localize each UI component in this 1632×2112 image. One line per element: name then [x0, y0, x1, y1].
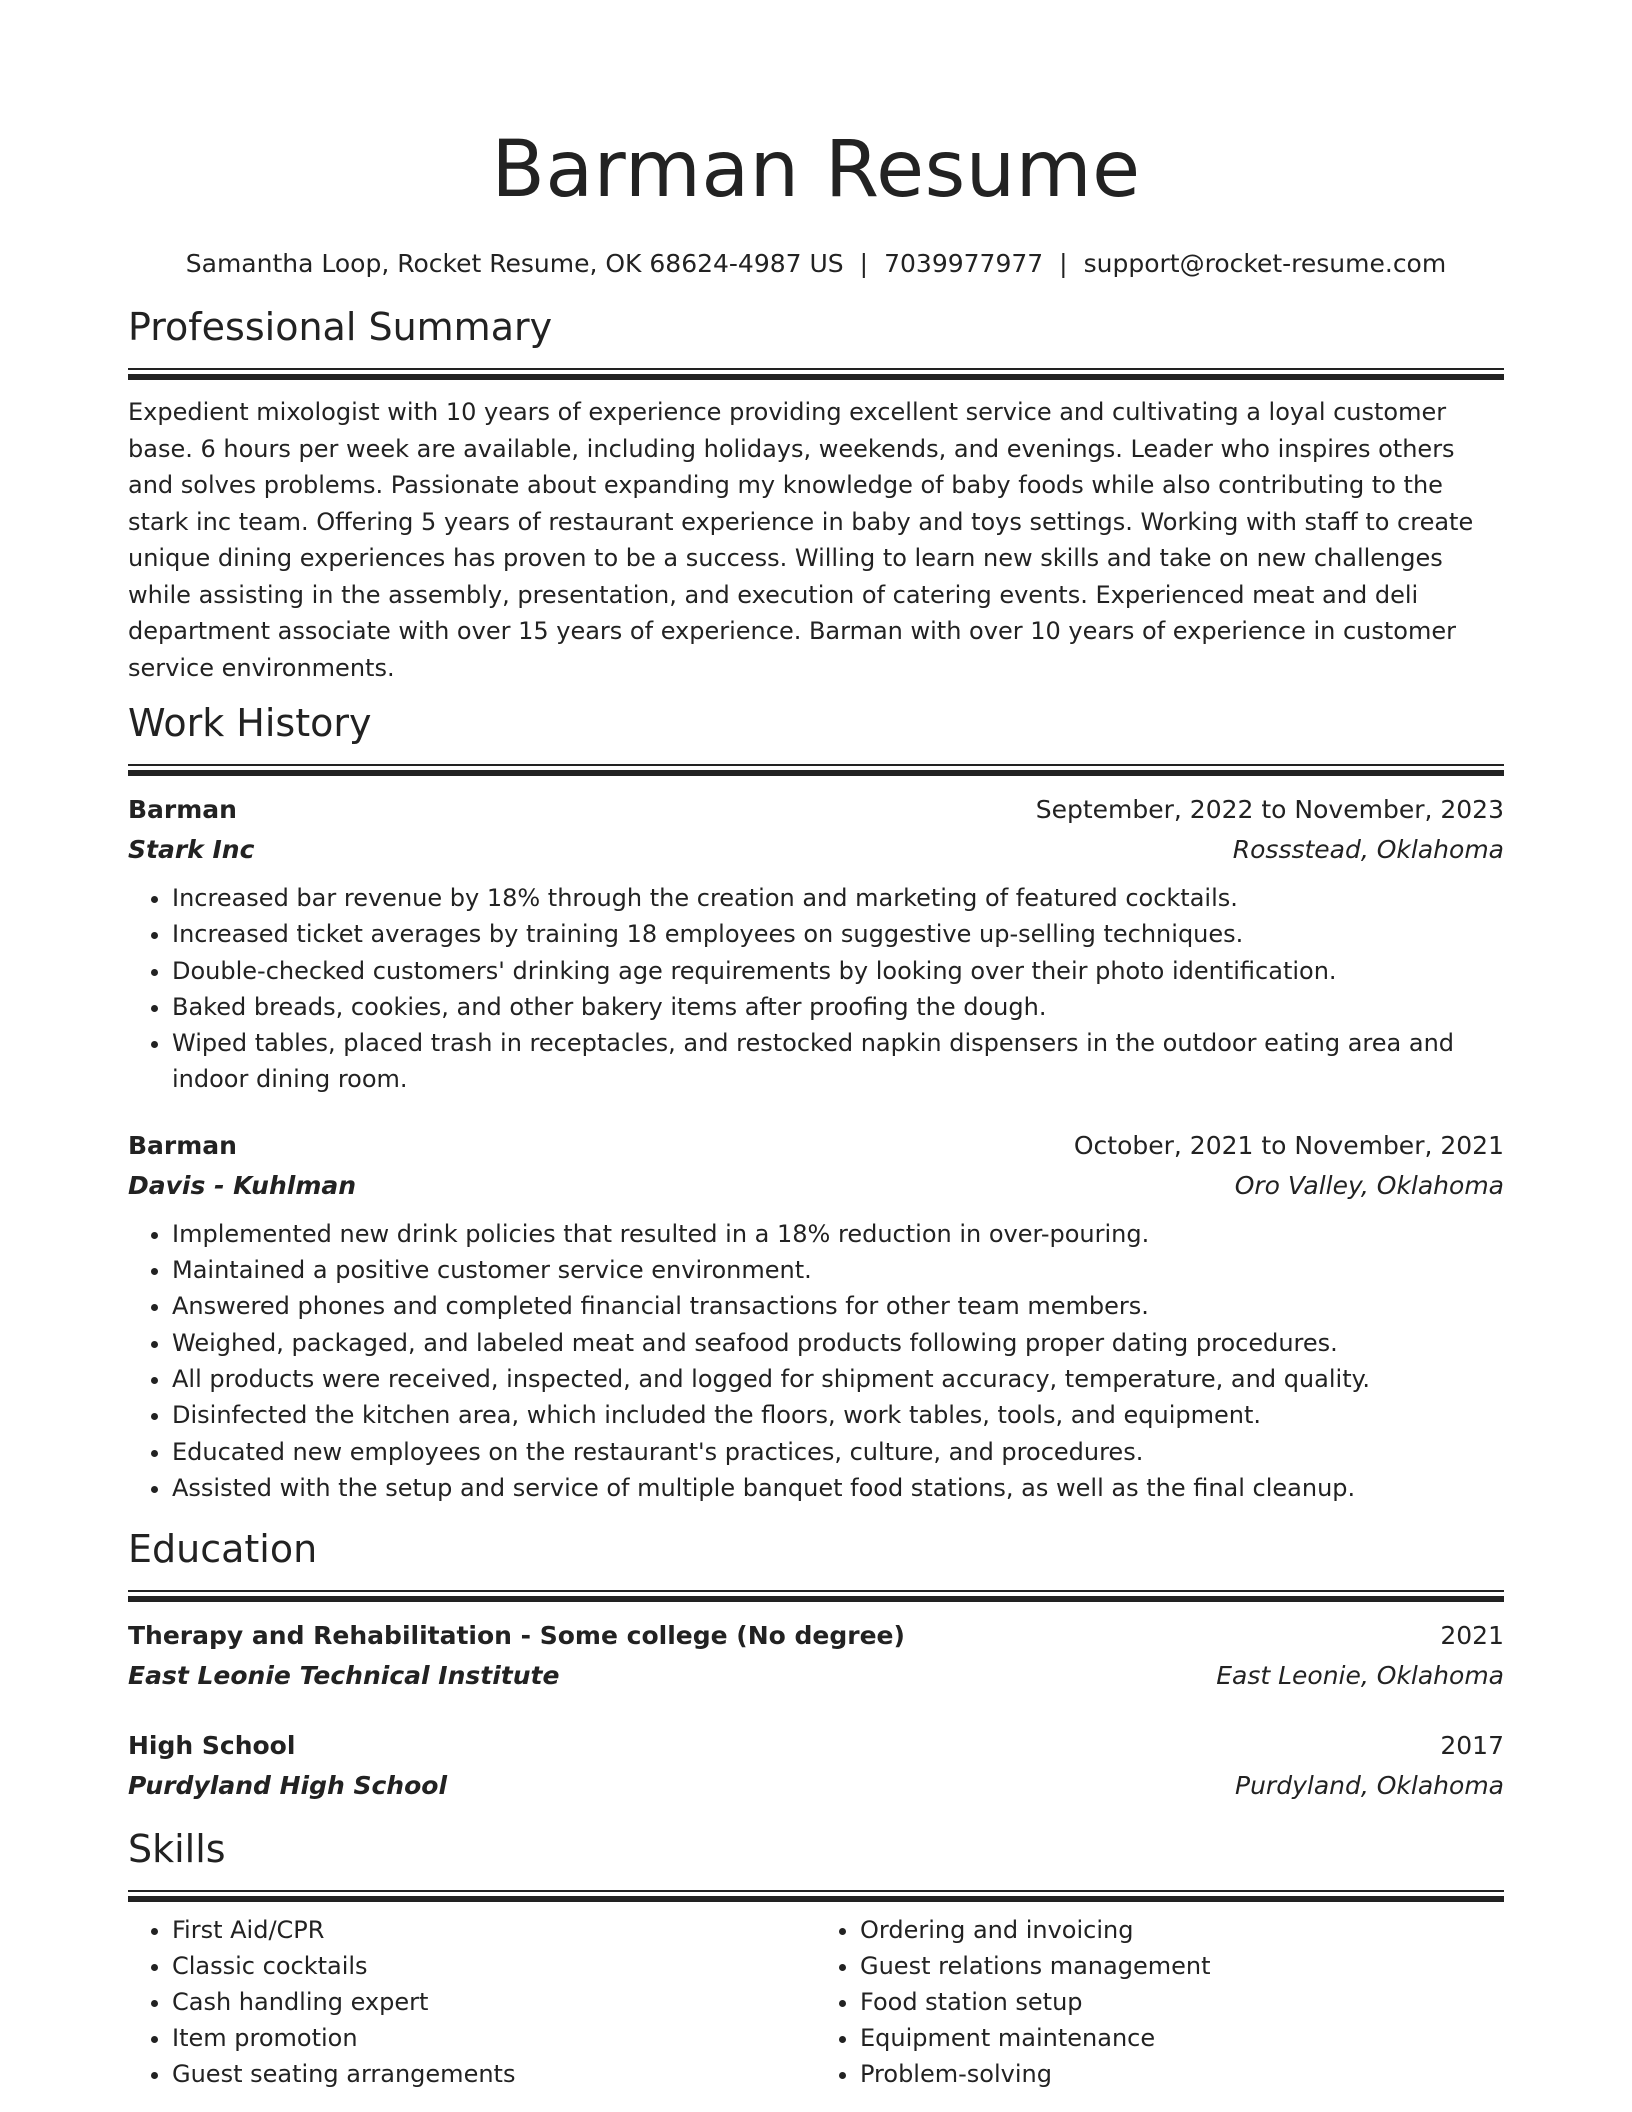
skills-grid — [128, 1912, 1504, 2092]
list-item: • Implemented new drink policies that resulted in a 18% reduction in over-pouring. — [172, 1216, 1504, 1252]
skills-column-left — [128, 1912, 816, 2092]
job-company: Davis - Kuhlman — [128, 1170, 357, 1200]
skills-heading: Skills — [128, 1827, 226, 1872]
list-item: • Wiped tables, placed trash in receptacles, and restocked napkin dispensers in the outdoor eating area and indoor dining room. — [172, 1025, 1504, 1098]
contact-email: support@rocket-resume.com — [1083, 249, 1447, 278]
list-item: • Increased ticket averages by training 18 employees on suggestive up-selling techniques. — [172, 916, 1504, 952]
list-item: • Educated new employees on the restaurant's practices, culture, and procedures. — [172, 1434, 1504, 1470]
list-item: • Answered phones and completed financial transactions for other team members. — [172, 1288, 1504, 1324]
summary-section — [128, 302, 1504, 686]
skill-item: • Problem-solving — [860, 2056, 1504, 2092]
job-dates: September, 2022 to November, 2023 — [1035, 795, 1504, 824]
list-item: • Weighed, packaged, and labeled meat and seafood products following proper dating procedures. — [172, 1325, 1504, 1361]
skill-item: • Equipment maintenance — [860, 2020, 1504, 2056]
education-header-row — [128, 1726, 1504, 1766]
contact-line — [128, 246, 1504, 282]
contact-phone: 7039977977 — [884, 249, 1044, 278]
contact-separator: | — [859, 249, 869, 278]
skill-item: • First Aid/CPR — [172, 1912, 816, 1948]
education-school-row — [128, 1766, 1504, 1806]
summary-heading: Professional Summary — [128, 305, 553, 349]
education-header-row — [128, 1616, 1504, 1656]
work-section — [128, 698, 1504, 1506]
skill-item: • Guest seating arrangements — [172, 2056, 816, 2092]
skill-item: • Food station setup — [860, 1984, 1504, 2020]
section-divider — [128, 1890, 1504, 1902]
list-item: • Maintained a positive customer service environment. — [172, 1252, 1504, 1288]
education-degree: High School — [128, 1731, 296, 1761]
list-item: • Double-checked customers' drinking age requirements by looking over their photo identification. — [172, 953, 1504, 989]
education-school: Purdyland High School — [128, 1771, 448, 1801]
skill-item: • Cash handling expert — [172, 1984, 816, 2020]
job-header-row — [128, 1126, 1504, 1166]
education-location: East Leonie, Oklahoma — [1216, 1661, 1504, 1691]
job-bullets — [128, 880, 1504, 1098]
education-location: Purdyland, Oklahoma — [1235, 1771, 1504, 1801]
list-item: • Baked breads, cookies, and other bakery items after proofing the dough. — [172, 989, 1504, 1025]
job-title: Barman — [128, 795, 237, 824]
education-year: 2021 — [1440, 1621, 1504, 1651]
job-company-row — [128, 1166, 1504, 1206]
job-company-row — [128, 830, 1504, 870]
list-item: • All products were received, inspected, and logged for shipment accuracy, temperature, and quality. — [172, 1361, 1504, 1397]
education-school: East Leonie Technical Institute — [128, 1661, 560, 1691]
education-degree: Therapy and Rehabilitation - Some college (No degree) — [128, 1621, 905, 1651]
job-bullets — [128, 1216, 1504, 1506]
job-title: Barman — [128, 1130, 237, 1160]
job-header-row — [128, 790, 1504, 830]
skill-item: • Classic cocktails — [172, 1948, 816, 1984]
education-heading: Education — [128, 1527, 318, 1572]
page-title: Barman Resume — [491, 125, 1141, 215]
job-dates: October, 2021 to November, 2021 — [1073, 1130, 1504, 1160]
job-entry — [128, 790, 1504, 1098]
job-entry — [128, 1126, 1504, 1506]
skill-item: • Item promotion — [172, 2020, 816, 2056]
skills-column-right — [816, 1912, 1504, 2092]
section-divider — [128, 368, 1504, 380]
job-location: Oro Valley, Oklahoma — [1234, 1170, 1504, 1200]
education-school-row — [128, 1656, 1504, 1696]
skill-item: • Ordering and invoicing — [860, 1912, 1504, 1948]
list-item: • Assisted with the setup and service of multiple banquet food stations, as well as the final cleanup. — [172, 1470, 1504, 1506]
list-item: • Increased bar revenue by 18% through the creation and marketing of featured cocktails. — [172, 880, 1504, 916]
contact-separator: | — [1059, 249, 1068, 278]
education-entry — [128, 1726, 1504, 1806]
education-year: 2017 — [1440, 1731, 1504, 1761]
job-location: Rossstead, Oklahoma — [1232, 835, 1504, 864]
summary-text: Expedient mixologist with 10 years of experience providing excellent service and cultivating a loyal customer base. 6 hours per week are available, including holidays, weekends, and evenings. Leader who inspires others and solves problems. Passionate about expanding my knowledge of baby foods while also contributing to the stark inc team. Offering 5 years of restaurant experience in baby and toys settings. Working with staff to create unique dining experiences has proven to be a success. Willing to learn new skills and take on new challenges while assisting in the assembly, presentation, and execution of catering events. Experienced meat and deli department associate with over 15 years of experience. Barman with over 10 years of experience in customer service environments. — [128, 398, 1474, 682]
work-heading: Work History — [128, 701, 372, 745]
skills-section — [128, 1824, 1504, 2092]
contact-address: Samantha Loop, Rocket Resume, OK 68624-4987 US — [185, 249, 844, 278]
skill-item: • Guest relations management — [860, 1948, 1504, 1984]
section-divider — [128, 764, 1504, 776]
section-divider — [128, 1590, 1504, 1602]
job-company: Stark Inc — [128, 835, 255, 864]
list-item: • Disinfected the kitchen area, which included the floors, work tables, tools, and equipment. — [172, 1397, 1504, 1433]
education-entry — [128, 1616, 1504, 1696]
education-section — [128, 1524, 1504, 1806]
